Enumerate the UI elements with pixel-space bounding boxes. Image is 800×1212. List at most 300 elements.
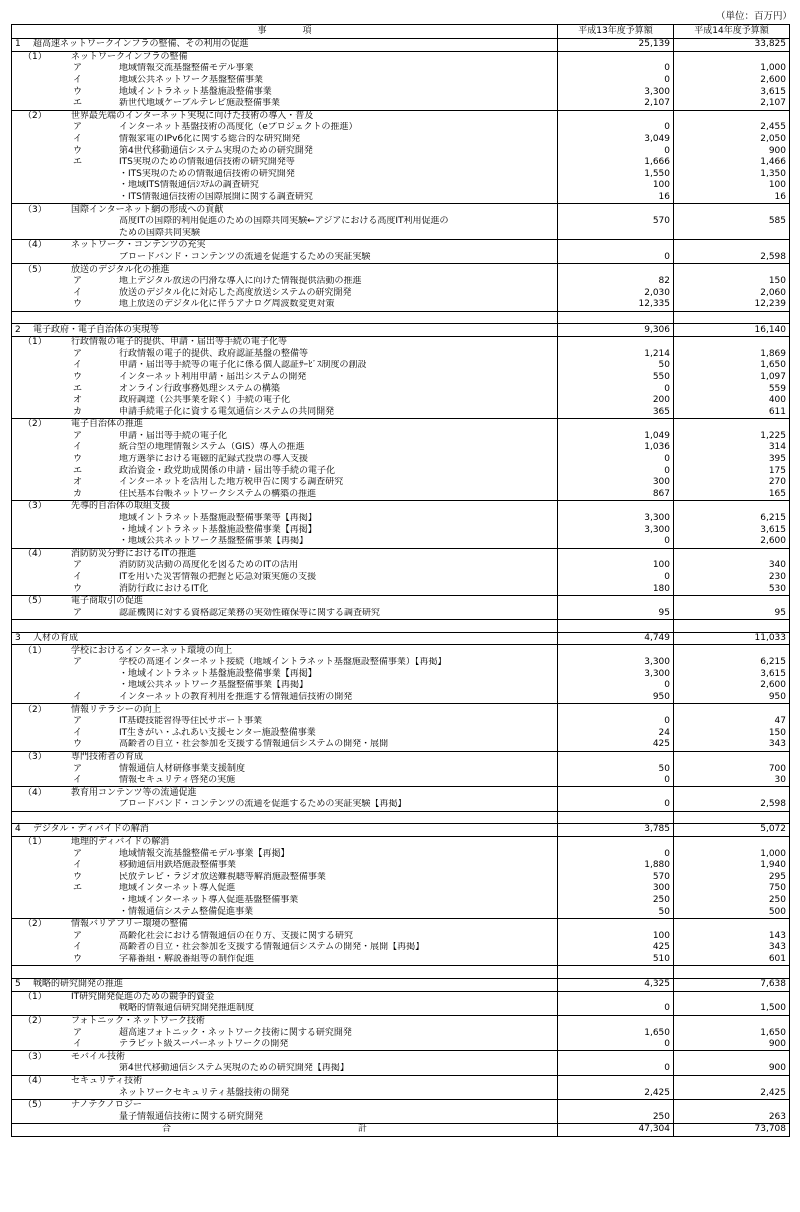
fy14-value bbox=[674, 1099, 790, 1111]
fy14-value bbox=[674, 1075, 790, 1087]
table-row bbox=[12, 799, 790, 811]
fy13-value bbox=[558, 704, 674, 716]
subsection-title: 行政情報の電子的提供、申請・届出等手続の電子化等 bbox=[71, 337, 288, 348]
item-label: 情報家電のIPv6化に関する総合的な研究開発 bbox=[119, 134, 301, 145]
item-label: 地域情報交流基盤整備モデル事業 bbox=[119, 63, 254, 74]
fy14-value bbox=[674, 501, 790, 513]
item-marker: エ bbox=[73, 465, 83, 476]
item-marker: エ bbox=[73, 98, 83, 109]
table-body bbox=[12, 39, 790, 1137]
table-row bbox=[12, 489, 790, 501]
fy14-value: 73,708 bbox=[674, 1124, 790, 1137]
total-label: 合 計 bbox=[161, 1124, 407, 1135]
fy13-value: 250 bbox=[558, 895, 674, 907]
item-label: 地域公共ネットワーク基盤整備事業 bbox=[119, 75, 264, 86]
item-cell bbox=[12, 657, 558, 669]
table-row bbox=[12, 192, 790, 204]
item-label: ネットワークセキュリティ基盤技術の開発 bbox=[119, 1087, 290, 1098]
item-marker: ウ bbox=[73, 86, 83, 97]
fy14-value: 47 bbox=[674, 716, 790, 728]
item-cell bbox=[12, 966, 558, 979]
fy14-value: 143 bbox=[674, 931, 790, 943]
fy13-value: 50 bbox=[558, 906, 674, 918]
item-cell bbox=[12, 110, 558, 122]
item-cell bbox=[12, 442, 558, 454]
fy13-value: 95 bbox=[558, 608, 674, 620]
fy14-value bbox=[674, 228, 790, 240]
table-row bbox=[12, 1099, 790, 1111]
item-cell bbox=[12, 98, 558, 110]
item-label: インターネットの教育利用を推進する情報通信技術の開発 bbox=[119, 691, 353, 702]
fy14-value: 1,869 bbox=[674, 348, 790, 360]
fy13-value: 0 bbox=[558, 536, 674, 548]
table-row bbox=[12, 824, 790, 837]
item-cell bbox=[12, 216, 558, 228]
item-label: 申請手続電子化に資する電気通信システムの共同開発 bbox=[119, 406, 335, 417]
fy13-value bbox=[558, 836, 674, 848]
item-cell bbox=[12, 1027, 558, 1039]
sub-item-label: ・地域インターネット導入促進基盤整備事業 bbox=[119, 895, 299, 906]
table-row bbox=[12, 501, 790, 513]
table-row bbox=[12, 419, 790, 431]
subsection-title: 教育用コンテンツ等の流通促進 bbox=[71, 787, 197, 798]
table-row bbox=[12, 383, 790, 395]
item-label: ブロードバンド・コンテンツの流通を促進するための実証実験【再掲】 bbox=[119, 799, 407, 810]
item-cell bbox=[12, 716, 558, 728]
subsection-title: ネットワーク・コンテンツの充実 bbox=[71, 240, 206, 251]
table-row bbox=[12, 348, 790, 360]
item-cell bbox=[12, 134, 558, 146]
fy13-value bbox=[558, 1051, 674, 1063]
item-marker: イ bbox=[73, 75, 83, 86]
fy14-value: 3,615 bbox=[674, 524, 790, 536]
fy14-value bbox=[674, 311, 790, 324]
fy14-value: 340 bbox=[674, 560, 790, 572]
item-cell bbox=[12, 287, 558, 299]
table-row bbox=[12, 122, 790, 134]
fy14-value: 30 bbox=[674, 775, 790, 787]
item-marker: イ bbox=[73, 287, 83, 298]
fy13-value: 300 bbox=[558, 883, 674, 895]
table-row bbox=[12, 1075, 790, 1087]
sub-item-label: ・情報通信システム整備促進事業 bbox=[119, 906, 254, 917]
item-marker: エ bbox=[73, 883, 83, 894]
item-cell bbox=[12, 848, 558, 860]
table-row bbox=[12, 1003, 790, 1015]
subsection-number: （5） bbox=[23, 1100, 47, 1111]
fy13-value: 0 bbox=[558, 572, 674, 584]
table-row bbox=[12, 287, 790, 299]
item-cell bbox=[12, 632, 558, 645]
fy13-value: 3,049 bbox=[558, 134, 674, 146]
table-row bbox=[12, 704, 790, 716]
fy13-value bbox=[558, 51, 674, 63]
fy14-value: 611 bbox=[674, 406, 790, 418]
item-label: 政治資金・政党助成関係の申請・届出等手続の電子化 bbox=[119, 465, 336, 476]
subsection-title: 国際インターネット網の形成への貢献 bbox=[71, 204, 224, 215]
header-item: 事 項 bbox=[12, 25, 558, 39]
table-row bbox=[12, 1027, 790, 1039]
section-title: 戦略的研究開発の推進 bbox=[33, 979, 124, 990]
item-label: IT基礎技能習得等住民サポート事業 bbox=[119, 716, 263, 727]
table-row bbox=[12, 228, 790, 240]
table-row bbox=[12, 572, 790, 584]
subsection-number: （4） bbox=[23, 240, 47, 251]
table-row bbox=[12, 931, 790, 943]
fy13-value bbox=[558, 264, 674, 276]
subsection-title: 情報リテラシーの向上 bbox=[71, 704, 161, 715]
subsection-number: （3） bbox=[23, 1051, 47, 1062]
item-label: ブロードバンド・コンテンツの流通を促進するための実証実験 bbox=[119, 251, 371, 262]
fy13-value: 550 bbox=[558, 372, 674, 384]
subsection-title: 先導的自治体の取組支援 bbox=[71, 501, 171, 512]
item-cell bbox=[12, 51, 558, 63]
item-marker: ア bbox=[73, 763, 83, 774]
item-marker: ア bbox=[73, 657, 83, 668]
item-cell bbox=[12, 645, 558, 657]
fy14-value: 900 bbox=[674, 1039, 790, 1051]
item-cell bbox=[12, 620, 558, 633]
item-marker: イ bbox=[73, 860, 83, 871]
table-row bbox=[12, 442, 790, 454]
table-row bbox=[12, 180, 790, 192]
fy13-value: 570 bbox=[558, 872, 674, 884]
item-label: 第4世代移動通信システム実現のための研究開発 bbox=[119, 145, 313, 156]
item-label: 字幕番組・解説番組等の制作促進 bbox=[119, 954, 255, 965]
item-marker: ウ bbox=[73, 299, 83, 310]
sub-item-label: ・地域ITS情報通信ｼｽﾃﾑの調査研究 bbox=[119, 180, 259, 191]
item-marker: ア bbox=[73, 560, 83, 571]
item-marker: ウ bbox=[73, 454, 83, 465]
table-row bbox=[12, 216, 790, 228]
table-row bbox=[12, 372, 790, 384]
fy13-value: 510 bbox=[558, 954, 674, 966]
fy14-value: 230 bbox=[674, 572, 790, 584]
item-marker: ア bbox=[73, 848, 83, 859]
fy14-value bbox=[674, 751, 790, 763]
table-row bbox=[12, 751, 790, 763]
item-cell bbox=[12, 860, 558, 872]
item-label: 申請・届出等手続等の電子化に係る個人認証ｻｰﾋﾞｽ制度の創設 bbox=[119, 360, 367, 371]
item-label: 政府調達（公共事業を除く）手続の電子化 bbox=[119, 395, 291, 406]
item-cell bbox=[12, 548, 558, 560]
table-row bbox=[12, 668, 790, 680]
fy13-value bbox=[558, 620, 674, 633]
fy14-value: 559 bbox=[674, 383, 790, 395]
item-cell bbox=[12, 680, 558, 692]
table-row bbox=[12, 918, 790, 930]
item-marker: ア bbox=[73, 276, 83, 287]
table-row bbox=[12, 942, 790, 954]
fy13-value bbox=[558, 787, 674, 799]
item-cell bbox=[12, 157, 558, 169]
table-row bbox=[12, 169, 790, 181]
table-row bbox=[12, 548, 790, 560]
table-row bbox=[12, 157, 790, 169]
item-label: テラビット級スーパーネットワークの開発 bbox=[119, 1039, 289, 1050]
item-label: ITを用いた災害情報の把握と応急対策実施の支援 bbox=[119, 572, 317, 583]
item-cell bbox=[12, 906, 558, 918]
fy14-value: 2,600 bbox=[674, 75, 790, 87]
item-cell bbox=[12, 583, 558, 595]
item-label: 情報セキュリティ啓発の実施 bbox=[119, 775, 236, 786]
fy13-value: 425 bbox=[558, 739, 674, 751]
item-label: 地上デジタル放送の円滑な導入に向けた情報提供活動の推進 bbox=[119, 276, 362, 287]
fy14-value: 1,650 bbox=[674, 360, 790, 372]
item-cell bbox=[12, 145, 558, 157]
table-row bbox=[12, 431, 790, 443]
item-cell bbox=[12, 477, 558, 489]
table-row bbox=[12, 134, 790, 146]
item-marker: イ bbox=[73, 442, 83, 453]
fy13-value: 425 bbox=[558, 942, 674, 954]
fy13-value: 24 bbox=[558, 727, 674, 739]
item-marker: カ bbox=[73, 406, 83, 417]
fy14-value bbox=[674, 966, 790, 979]
item-cell bbox=[12, 668, 558, 680]
item-label: 高度ITの国際的利用促進のための国際共同実験←アジアにおける高度IT利用促進の bbox=[119, 216, 449, 227]
subsection-title: ナノテクノロジー bbox=[71, 1100, 142, 1111]
subsection-number: （1） bbox=[23, 337, 47, 348]
item-cell bbox=[12, 560, 558, 572]
table-row bbox=[12, 477, 790, 489]
table-row bbox=[12, 51, 790, 63]
subsection-number: （1） bbox=[23, 645, 47, 656]
fy14-value: 12,239 bbox=[674, 299, 790, 311]
fy14-value: 900 bbox=[674, 1063, 790, 1075]
item-label: 地域イントラネット基盤施設整備事業等【再掲】 bbox=[119, 513, 317, 524]
item-label: 移動通信用鉄塔施設整備事業 bbox=[119, 860, 237, 871]
fy14-value bbox=[674, 991, 790, 1003]
table-row bbox=[12, 657, 790, 669]
item-marker: イ bbox=[73, 572, 83, 583]
table-row bbox=[12, 454, 790, 466]
fy14-value: 343 bbox=[674, 739, 790, 751]
fy14-value bbox=[674, 918, 790, 930]
fy14-value: 500 bbox=[674, 906, 790, 918]
item-cell bbox=[12, 1075, 558, 1087]
item-marker: オ bbox=[73, 395, 83, 406]
item-cell bbox=[12, 763, 558, 775]
fy14-value bbox=[674, 51, 790, 63]
fy13-value: 4,749 bbox=[558, 632, 674, 645]
fy14-value: 2,425 bbox=[674, 1087, 790, 1099]
table-row bbox=[12, 1039, 790, 1051]
fy13-value bbox=[558, 991, 674, 1003]
subsection-title: 放送のデジタル化の推進 bbox=[71, 264, 170, 275]
fy13-value: 0 bbox=[558, 252, 674, 264]
fy13-value: 0 bbox=[558, 775, 674, 787]
item-label: ITS実現のための情報通信技術の研究開発等 bbox=[119, 157, 295, 168]
fy14-value: 263 bbox=[674, 1111, 790, 1123]
item-cell bbox=[12, 727, 558, 739]
item-cell bbox=[12, 942, 558, 954]
item-cell bbox=[12, 595, 558, 607]
item-marker: エ bbox=[73, 383, 83, 394]
table-row bbox=[12, 872, 790, 884]
item-cell bbox=[12, 978, 558, 991]
item-cell bbox=[12, 324, 558, 337]
item-marker: ア bbox=[73, 122, 83, 133]
fy14-value: 1,000 bbox=[674, 63, 790, 75]
item-cell bbox=[12, 1063, 558, 1075]
fy14-value bbox=[674, 595, 790, 607]
fy14-value: 2,050 bbox=[674, 134, 790, 146]
table-row bbox=[12, 536, 790, 548]
fy14-value: 2,600 bbox=[674, 536, 790, 548]
fy14-value: 165 bbox=[674, 489, 790, 501]
subsection-title: 情報バリアフリー環境の整備 bbox=[71, 919, 188, 930]
fy13-value bbox=[558, 419, 674, 431]
fy13-value: 1,036 bbox=[558, 442, 674, 454]
sub-item-label: ・地域公共ネットワーク基盤整備事業【再掲】 bbox=[119, 536, 309, 547]
fy13-value: 0 bbox=[558, 383, 674, 395]
subsection-title: 世界最先端のインターネット実現に向けた技術の導入・普及 bbox=[71, 110, 314, 121]
table-row bbox=[12, 860, 790, 872]
subsection-number: （3） bbox=[23, 751, 47, 762]
fy13-value: 0 bbox=[558, 1039, 674, 1051]
fy14-value bbox=[674, 548, 790, 560]
item-cell bbox=[12, 372, 558, 384]
item-marker: ウ bbox=[73, 954, 83, 965]
item-cell bbox=[12, 406, 558, 418]
item-cell bbox=[12, 608, 558, 620]
item-cell bbox=[12, 704, 558, 716]
item-cell bbox=[12, 1124, 558, 1137]
fy14-value: 6,215 bbox=[674, 513, 790, 525]
table-row bbox=[12, 1015, 790, 1027]
fy14-value bbox=[674, 787, 790, 799]
fy14-value bbox=[674, 204, 790, 216]
fy13-value: 0 bbox=[558, 1003, 674, 1015]
item-cell bbox=[12, 536, 558, 548]
subsection-number: （4） bbox=[23, 787, 47, 798]
fy13-value: 200 bbox=[558, 395, 674, 407]
item-label: 統合型の地理情報システム（GIS）導入の推進 bbox=[119, 442, 305, 453]
item-label: 高齢者の自立・社会参加を支援する情報通信システムの開発・展開 bbox=[119, 739, 389, 750]
table-row bbox=[12, 848, 790, 860]
section-title: 人材の育成 bbox=[33, 632, 79, 643]
table-row bbox=[12, 739, 790, 751]
table-row bbox=[12, 632, 790, 645]
fy13-value bbox=[558, 110, 674, 122]
fy13-value: 0 bbox=[558, 799, 674, 811]
section-title: 超高速ネットワークインフラの整備、その利用の促進 bbox=[33, 39, 249, 50]
fy14-value: 270 bbox=[674, 477, 790, 489]
item-cell bbox=[12, 954, 558, 966]
item-cell bbox=[12, 751, 558, 763]
item-label: オンライン行政事務処理システムの構築 bbox=[119, 383, 280, 394]
fy13-value bbox=[558, 204, 674, 216]
fy13-value: 1,666 bbox=[558, 157, 674, 169]
table-row bbox=[12, 716, 790, 728]
item-label: 地方選挙における電磁的記録式投票の導入支援 bbox=[119, 454, 309, 465]
fy14-value: 7,638 bbox=[674, 978, 790, 991]
fy14-value: 1,650 bbox=[674, 1027, 790, 1039]
sub-item-label: ・地域イントラネット基盤施設整備事業【再掲】 bbox=[119, 524, 317, 535]
subsection-number: （3） bbox=[23, 501, 47, 512]
fy13-value: 0 bbox=[558, 1063, 674, 1075]
item-label: 超高速フォトニック・ネットワーク技術に関する研究開発 bbox=[119, 1027, 352, 1038]
section-number: 1 bbox=[15, 39, 21, 50]
fy14-value: 2,060 bbox=[674, 287, 790, 299]
spacer-row bbox=[12, 966, 790, 979]
fy13-value: 100 bbox=[558, 931, 674, 943]
fy13-value: 2,107 bbox=[558, 98, 674, 110]
table-row bbox=[12, 954, 790, 966]
item-cell bbox=[12, 360, 558, 372]
item-marker: ウ bbox=[73, 739, 83, 750]
table-row bbox=[12, 264, 790, 276]
subsection-number: （1） bbox=[23, 991, 47, 1002]
fy13-value: 0 bbox=[558, 454, 674, 466]
fy13-value: 3,300 bbox=[558, 513, 674, 525]
subsection-number: （3） bbox=[23, 204, 47, 215]
item-cell bbox=[12, 276, 558, 288]
item-marker: ア bbox=[73, 930, 83, 941]
item-label: 住民基本台帳ネットワークシステムの構築の推進 bbox=[119, 488, 317, 499]
fy13-value: 3,300 bbox=[558, 657, 674, 669]
table-row bbox=[12, 465, 790, 477]
section-number: 2 bbox=[15, 324, 21, 335]
item-marker: ア bbox=[73, 63, 83, 74]
fy13-value: 25,139 bbox=[558, 39, 674, 52]
fy14-value: 2,455 bbox=[674, 122, 790, 134]
section-title: 電子政府・電子自治体の実現等 bbox=[33, 324, 160, 335]
item-marker: オ bbox=[73, 477, 83, 488]
fy14-value: 3,615 bbox=[674, 668, 790, 680]
item-marker: カ bbox=[73, 488, 83, 499]
item-cell bbox=[12, 180, 558, 192]
item-cell bbox=[12, 692, 558, 704]
fy14-value: 1,466 bbox=[674, 157, 790, 169]
fy14-value bbox=[674, 264, 790, 276]
item-label: 消防行政におけるIT化 bbox=[119, 583, 209, 594]
item-label: 第4世代移動通信システム実現のための研究開発【再掲】 bbox=[119, 1063, 349, 1074]
fy14-value: 750 bbox=[674, 883, 790, 895]
subsection-title: ネットワークインフラの整備 bbox=[71, 51, 188, 62]
table-row bbox=[12, 75, 790, 87]
table-row bbox=[12, 727, 790, 739]
table-row bbox=[12, 406, 790, 418]
table-row bbox=[12, 763, 790, 775]
fy14-value: 33,825 bbox=[674, 39, 790, 52]
table-row bbox=[12, 299, 790, 311]
item-cell bbox=[12, 1051, 558, 1063]
subsection-number: （1） bbox=[23, 51, 47, 62]
fy13-value: 1,550 bbox=[558, 169, 674, 181]
fy13-value: 2,030 bbox=[558, 287, 674, 299]
fy13-value: 50 bbox=[558, 763, 674, 775]
fy14-value: 585 bbox=[674, 216, 790, 228]
item-cell bbox=[12, 383, 558, 395]
item-label: 学校の高速インターネット接続（地域イントラネット基盤施設整備事業）【再掲】 bbox=[119, 657, 447, 668]
fy14-value: 601 bbox=[674, 954, 790, 966]
fy13-value: 16 bbox=[558, 192, 674, 204]
item-label: 認証機関に対する資格認定業務の実効性確保等に関する調査研究 bbox=[119, 607, 381, 618]
fy13-value bbox=[558, 1075, 674, 1087]
fy14-value: 530 bbox=[674, 583, 790, 595]
sub-item-label: ・ITS情報通信技術の国際展開に関する調査研究 bbox=[119, 192, 313, 203]
item-marker: ウ bbox=[73, 145, 83, 156]
item-cell bbox=[12, 1099, 558, 1111]
item-marker: イ bbox=[73, 360, 83, 371]
fy14-value bbox=[674, 1051, 790, 1063]
subsection-title: 電子商取引の促進 bbox=[71, 596, 144, 607]
item-label: ための国際共同実験 bbox=[119, 227, 201, 238]
table-row bbox=[12, 883, 790, 895]
fy13-value bbox=[558, 645, 674, 657]
